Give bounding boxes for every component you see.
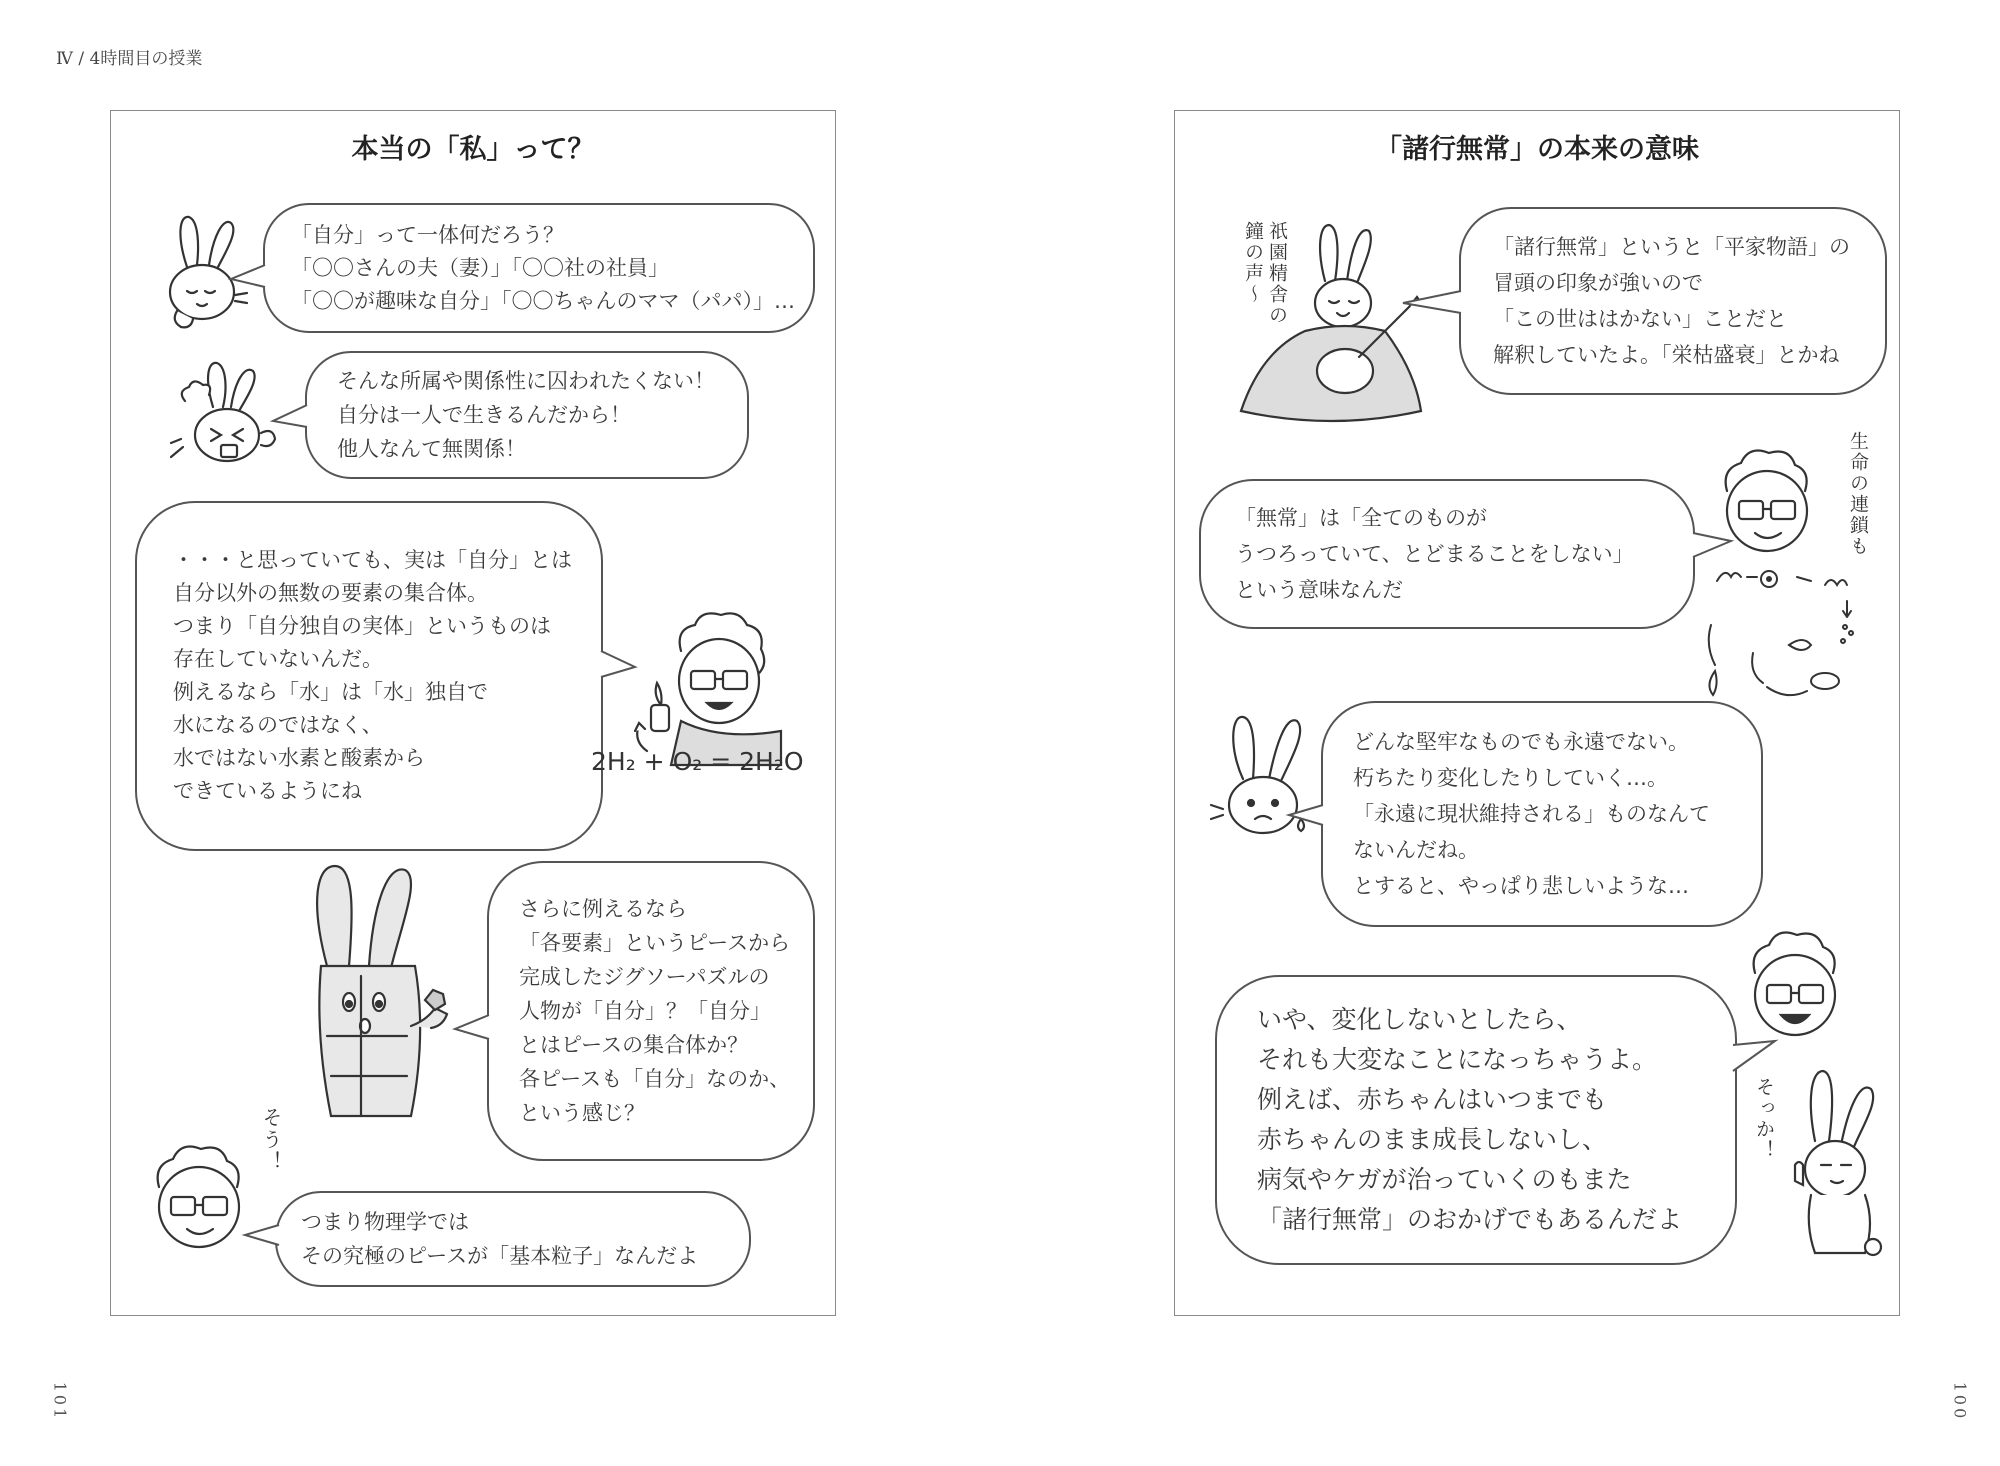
bubble-line: 存在していないんだ。 [173,647,383,671]
bubble-line: 「〇〇が趣味な自分」「〇〇ちゃんのママ（パパ）」… [291,288,795,313]
bubble-tail [243,1221,283,1251]
bubble-line: 例えるなら「水」は「水」独自で [173,680,488,704]
puzzle-rabbit-icon [291,856,461,1136]
speech-bubble-6 [1459,207,1887,395]
speech-bubble-5 [275,1191,751,1287]
right-panel [1174,110,1900,1316]
bubble-tail [1401,287,1463,319]
bubble-line: うつろっていて、とどまることをしない」 [1235,542,1634,566]
speech-bubble-4 [487,861,815,1161]
bubble-line: 朽ちたり変化したりしていく…。 [1353,766,1668,790]
life-cycle-icon [1697,561,1887,711]
bubble-line: とはピースの集合体か？ [519,1033,749,1057]
professor-grinning-icon [1739,923,1859,1053]
speech-bubble-8 [1321,701,1763,927]
running-head: Ⅳ / 4時間目の授業 [56,49,203,69]
bubble-line: その究極のピースが「基本粒子」なんだよ [301,1244,699,1268]
chemical-formula: 2H₂ + O₂ = 2H₂O [591,747,804,776]
bubble-line: 解釈していたよ。「栄枯盛衰」とかね [1493,343,1840,367]
bubble-line: どんな堅牢なものでも永遠でない。 [1353,730,1689,754]
bubble-tail [229,261,269,291]
bubble-line: 「各要素」というピースから [519,931,791,955]
page-number-left: 101 [50,1381,70,1422]
speech-bubble-3 [135,501,603,851]
bubble-line: 各ピースも「自分」なのか、 [519,1067,791,1091]
bubble-line: 自分以外の無数の要素の集合体。 [173,581,488,605]
left-panel-title: 本当の「私」って？ [351,134,595,165]
bubble-line: 「永遠に現状維持される」ものなんて [1353,802,1710,826]
bubble-line: 完成したジグソーパズルの [519,965,770,989]
speech-bubble-7 [1199,479,1695,629]
bubble-line: 病気やケガが治っていくのもまた [1257,1165,1632,1194]
realizing-rabbit-icon [1755,1061,1885,1271]
bubble-line: 人物が「自分」？「自分」 [519,999,771,1023]
bubble-line: いや、変化しないとしたら、 [1257,1005,1582,1034]
left-panel [110,110,836,1316]
bubble-line: できているようにね [173,779,362,803]
bubble-line: 他人なんて無関係！ [337,437,526,461]
bubble-tail [271,401,311,431]
bubble-line: ないんだね。 [1353,838,1479,862]
bubble-line: 「諸行無常」のおかげでもあるんだよ [1257,1205,1683,1234]
bubble-tail [1691,529,1735,563]
bubble-line: 冒頭の印象が強いので [1493,271,1703,295]
vertical-caption-1: 祇園精舎の鐘の声～ [1242,221,1288,326]
exclamation-text: そっか！ [1753,1077,1775,1161]
bubble-line: 「諸行無常」というと「平家物語」の [1493,235,1850,259]
bubble-line: 赤ちゃんのまま成長しないし、 [1257,1125,1608,1154]
bubble-line: つまり「自分独自の実体」というものは [173,614,551,638]
bubble-line: ・・・と思っていても、実は「自分」とは [173,548,572,572]
speech-bubble-2 [305,351,749,479]
biwa-rabbit-icon [1225,211,1435,431]
bubble-line: とすると、やっぱり悲しいような… [1353,874,1689,898]
exclamation-text: そう！ [259,1107,283,1173]
bubble-line: 水になるのではなく、 [173,713,383,737]
speech-bubble-1 [263,203,815,333]
speech-bubble-9 [1215,975,1737,1265]
right-panel-title: 「諸行無常」の本来の意味 [1375,134,1699,165]
bubble-line: さらに例えるなら [519,897,687,921]
vertical-caption-2: 生命の連鎖も [1847,431,1869,557]
bubble-line: つまり物理学では [301,1210,469,1234]
professor-icon [621,601,811,761]
bubble-line: 例えば、赤ちゃんはいつまでも [1257,1085,1608,1114]
bubble-tail [453,1011,493,1045]
bubble-line: 水ではない水素と酸素から [173,746,425,770]
bubble-tail [1287,801,1327,831]
bubble-line: そんな所属や関係性に囚われたくない！ [337,369,715,393]
bubble-line: 「〇〇さんの夫（妻）」「〇〇社の社員」 [291,255,669,280]
bubble-line: 「自分」って一体何だろう？ [291,222,564,247]
bubble-line: それも大変なことになっちゃうよ。 [1257,1045,1658,1074]
bubble-line: という意味なんだ [1235,578,1403,602]
bubble-line: 「この世ははかない」ことだと [1493,307,1787,331]
bubble-line: 自分は一人で生きるんだから！ [337,403,631,427]
page-number-right: 100 [1950,1381,1970,1422]
bubble-line: という感じ？ [519,1101,645,1125]
bubble-line: 「無常」は「全てのものが [1235,506,1487,530]
